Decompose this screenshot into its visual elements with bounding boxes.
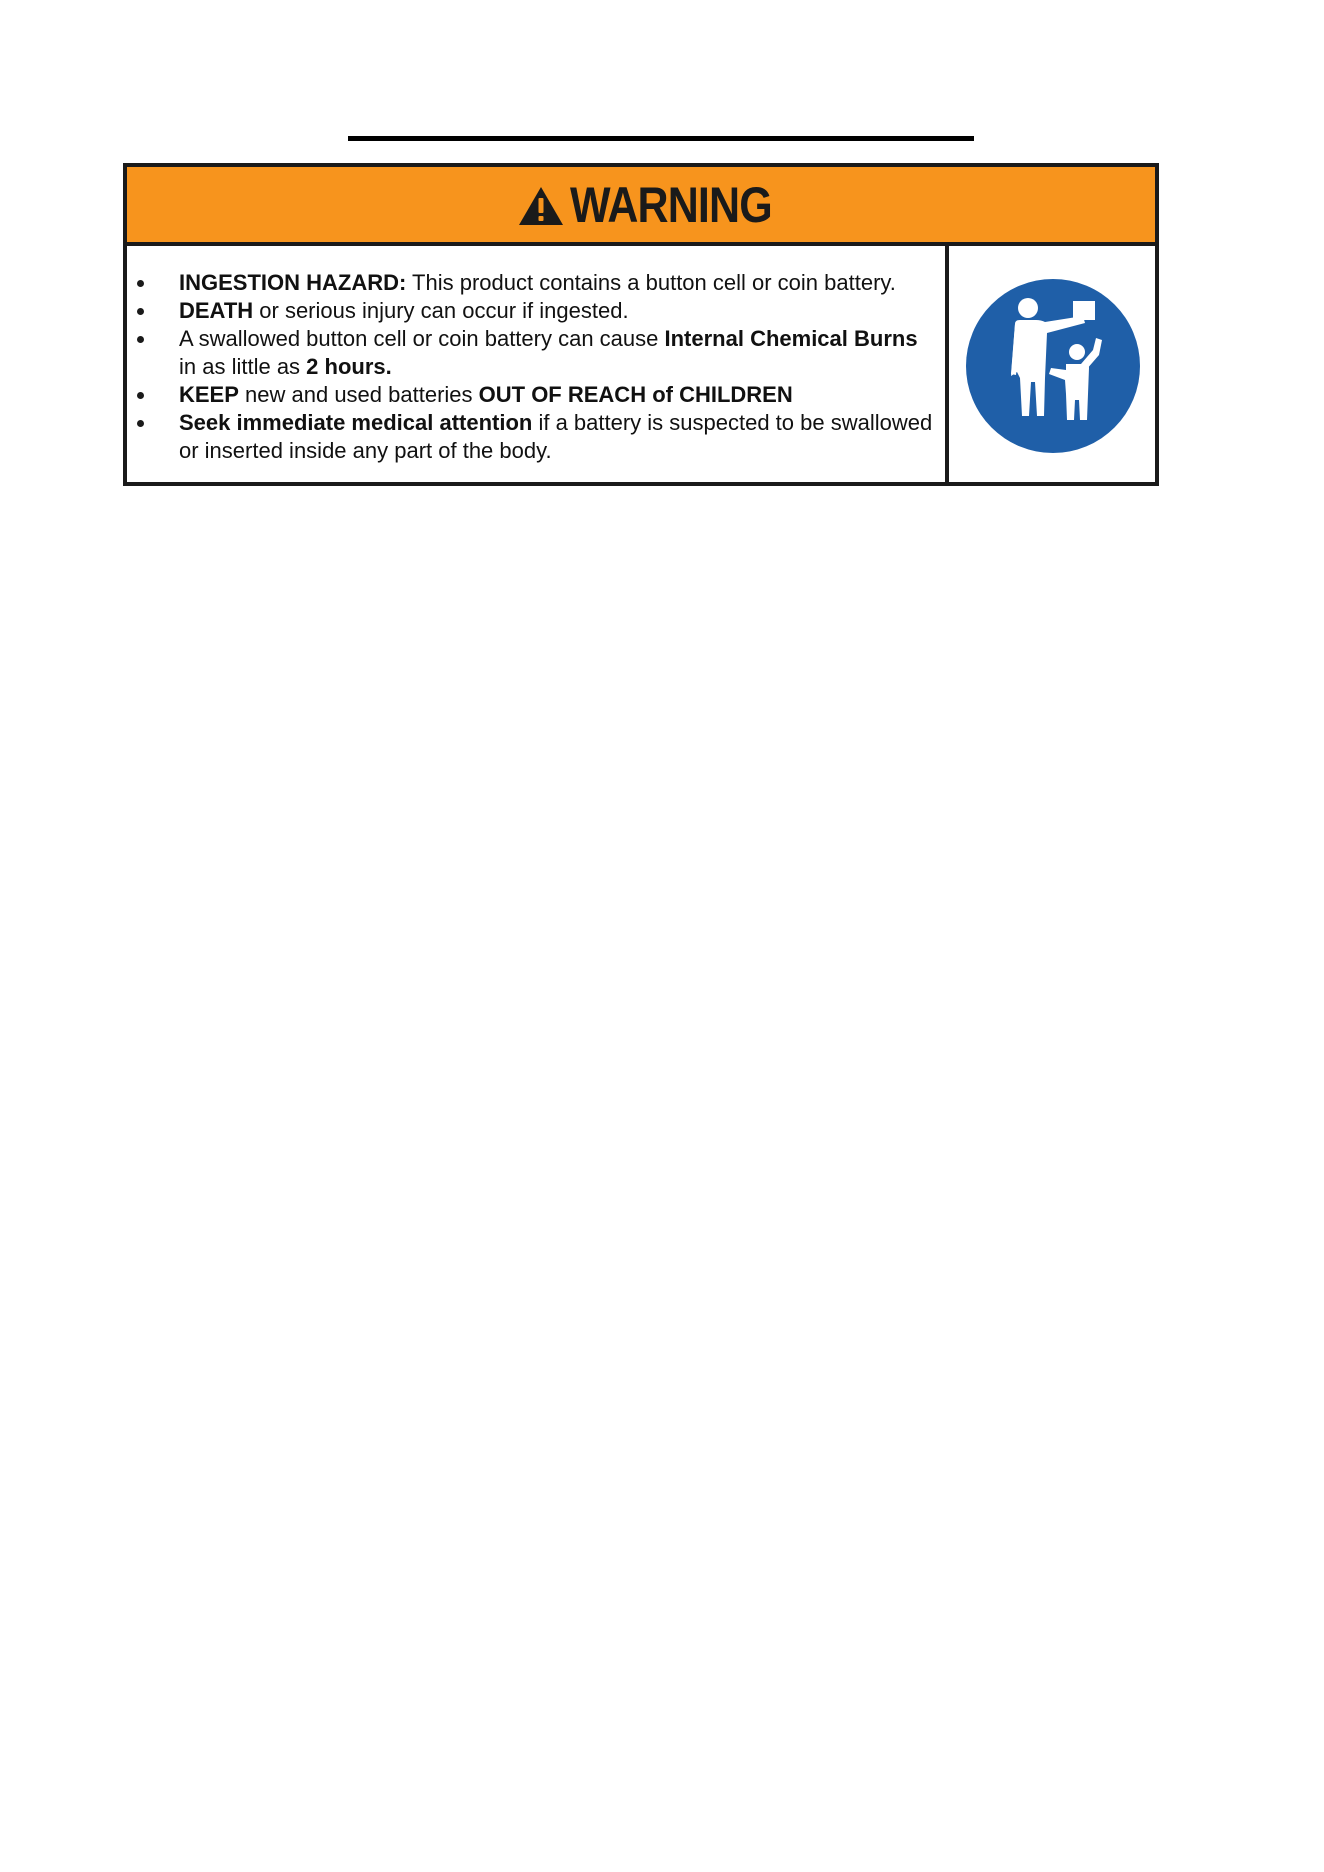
hazard-text: if a battery is suspected to be swallowed or inserted inside any part of the body. bbox=[179, 410, 933, 463]
message-panel bbox=[127, 246, 949, 482]
hazard-text: Seek immediate medical attention bbox=[179, 410, 533, 435]
battery-warning-label bbox=[123, 163, 1159, 486]
hazard-item-keep-away bbox=[137, 381, 937, 409]
hazard-item-burns bbox=[137, 325, 937, 381]
signal-word-group bbox=[518, 176, 772, 233]
hazard-text: or serious injury can occur if ingested. bbox=[253, 298, 629, 323]
hazard-text: KEEP bbox=[179, 382, 239, 407]
keep-out-of-reach-of-children-icon bbox=[965, 278, 1141, 454]
hazard-text: DEATH bbox=[179, 298, 254, 323]
hazard-text: Internal Chemical Burns bbox=[664, 326, 918, 351]
hazard-text: This product contains a button cell or coin battery. bbox=[406, 270, 896, 295]
message-area bbox=[127, 246, 1155, 482]
hazard-text: in as little as bbox=[179, 354, 307, 379]
hazard-item-ingestion bbox=[137, 269, 937, 297]
signal-word: WARNING bbox=[569, 176, 772, 233]
pictogram-panel bbox=[949, 246, 1155, 482]
hazard-item-death bbox=[137, 297, 937, 325]
warning-triangle-icon bbox=[518, 186, 564, 226]
hazard-text: OUT OF REACH of CHILDREN bbox=[478, 382, 793, 407]
hazard-list bbox=[137, 269, 937, 465]
signal-word-panel bbox=[127, 167, 1155, 246]
top-rule-divider bbox=[348, 136, 974, 141]
hazard-item-medical bbox=[137, 409, 937, 465]
hazard-text: 2 hours. bbox=[306, 354, 392, 379]
hazard-text: new and used batteries bbox=[238, 382, 479, 407]
hazard-text: INGESTION HAZARD: bbox=[179, 270, 407, 295]
hazard-text: A swallowed button cell or coin battery can cause bbox=[179, 326, 665, 351]
